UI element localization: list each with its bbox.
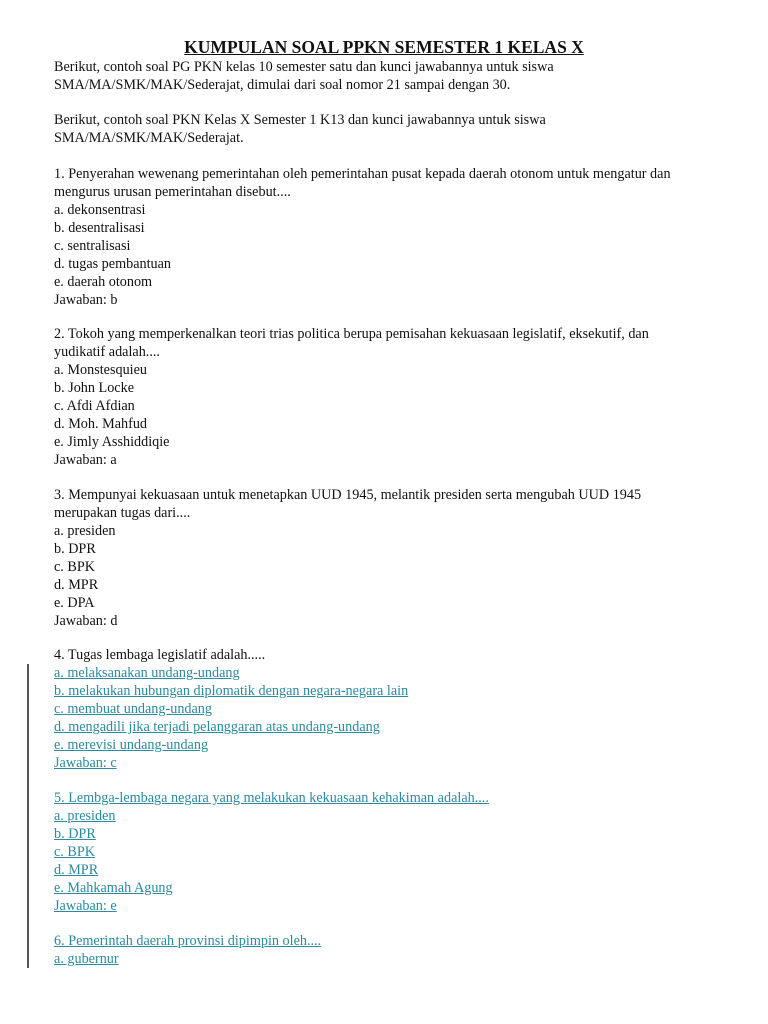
answer-key: Jawaban: b: [54, 292, 118, 308]
answer-option: e. DPA: [54, 595, 95, 611]
answer-option: d. tugas pembantuan: [54, 256, 172, 272]
question-2: [54, 325, 724, 469]
question-text: 1. Penyerahan wewenang pemerintahan oleh pemerintahan pusat kepada daerah otonom untuk mengatur dan: [54, 166, 671, 182]
answer-option: b. John Locke: [54, 380, 134, 396]
answer-option: b. DPR: [54, 541, 96, 557]
intro-line: SMA/MA/SMK/MAK/Sederajat.: [54, 130, 244, 146]
question-text: 4. Tugas lembaga legislatif adalah.....: [54, 647, 266, 663]
answer-key: Jawaban: a: [54, 452, 117, 468]
answer-option: e. Jimly Asshiddiqie: [54, 434, 170, 450]
answer-option: d. MPR: [54, 577, 99, 593]
answer-option: a. presiden: [54, 523, 116, 539]
answer-option-link[interactable]: e. merevisi undang-undang: [54, 737, 209, 753]
intro-paragraph-1: [54, 58, 724, 94]
answer-option-link[interactable]: b. melakukan hubungan diplomatik dengan negara-negara lain: [54, 683, 409, 699]
answer-option: c. Afdi Afdian: [54, 398, 135, 414]
question-text: 3. Mempunyai kekuasaan untuk menetapkan UUD 1945, melantik presiden serta mengubah UUD 1945: [54, 487, 642, 503]
answer-option: d. Moh. Mahfud: [54, 416, 148, 432]
answer-option-link[interactable]: a. gubernur: [54, 951, 119, 967]
intro-paragraph-2: [54, 111, 724, 147]
question-4-options: [54, 664, 724, 772]
answer-option: e. daerah otonom: [54, 274, 153, 290]
question-1: [54, 165, 724, 309]
intro-line: SMA/MA/SMK/MAK/Sederajat, dimulai dari soal nomor 21 sampai dengan 30.: [54, 77, 511, 93]
answer-key: Jawaban: d: [54, 613, 118, 629]
intro-line: Berikut, contoh soal PG PKN kelas 10 semester satu dan kunci jawabannya untuk siswa: [54, 59, 554, 75]
question-text-link[interactable]: 5. Lembga-lembaga negara yang melakukan kekuasaan kehakiman adalah....: [54, 790, 489, 806]
answer-option-link[interactable]: e. Mahkamah Agung: [54, 880, 173, 896]
question-3: [54, 486, 724, 630]
answer-option-link[interactable]: d. MPR: [54, 862, 99, 878]
answer-key-link[interactable]: Jawaban: c: [54, 755, 117, 771]
answer-option: b. desentralisasi: [54, 220, 145, 236]
left-margin-bar: [27, 664, 29, 968]
question-4: [54, 646, 724, 664]
answer-option-link[interactable]: a. presiden: [54, 808, 116, 824]
answer-option: a. dekonsentrasi: [54, 202, 146, 218]
answer-option-link[interactable]: c. BPK: [54, 844, 95, 860]
answer-key-link[interactable]: Jawaban: e: [54, 898, 117, 914]
intro-line: Berikut, contoh soal PKN Kelas X Semester 1 K13 dan kunci jawabannya untuk siswa: [54, 112, 546, 128]
question-text: yudikatif adalah....: [54, 344, 160, 360]
question-text: mengurus urusan pemerintahan disebut....: [54, 184, 291, 200]
question-6: [54, 932, 724, 968]
answer-option: c. sentralisasi: [54, 238, 131, 254]
page-title: KUMPULAN SOAL PPKN SEMESTER 1 KELAS X: [184, 37, 584, 57]
question-5: [54, 789, 724, 915]
answer-option-link[interactable]: a. melaksanakan undang-undang: [54, 665, 240, 681]
answer-option-link[interactable]: c. membuat undang-undang: [54, 701, 212, 717]
question-text: merupakan tugas dari....: [54, 505, 191, 521]
answer-option: a. Monstesquieu: [54, 362, 147, 378]
answer-option: c. BPK: [54, 559, 95, 575]
answer-option-link[interactable]: d. mengadili jika terjadi pelanggaran atas undang-undang: [54, 719, 380, 735]
answer-option-link[interactable]: b. DPR: [54, 826, 96, 842]
question-text: 2. Tokoh yang memperkenalkan teori trias politica berupa pemisahan kekuasaan legislatif, eksekutif, dan: [54, 326, 649, 342]
question-text-link[interactable]: 6. Pemerintah daerah provinsi dipimpin oleh....: [54, 933, 322, 949]
